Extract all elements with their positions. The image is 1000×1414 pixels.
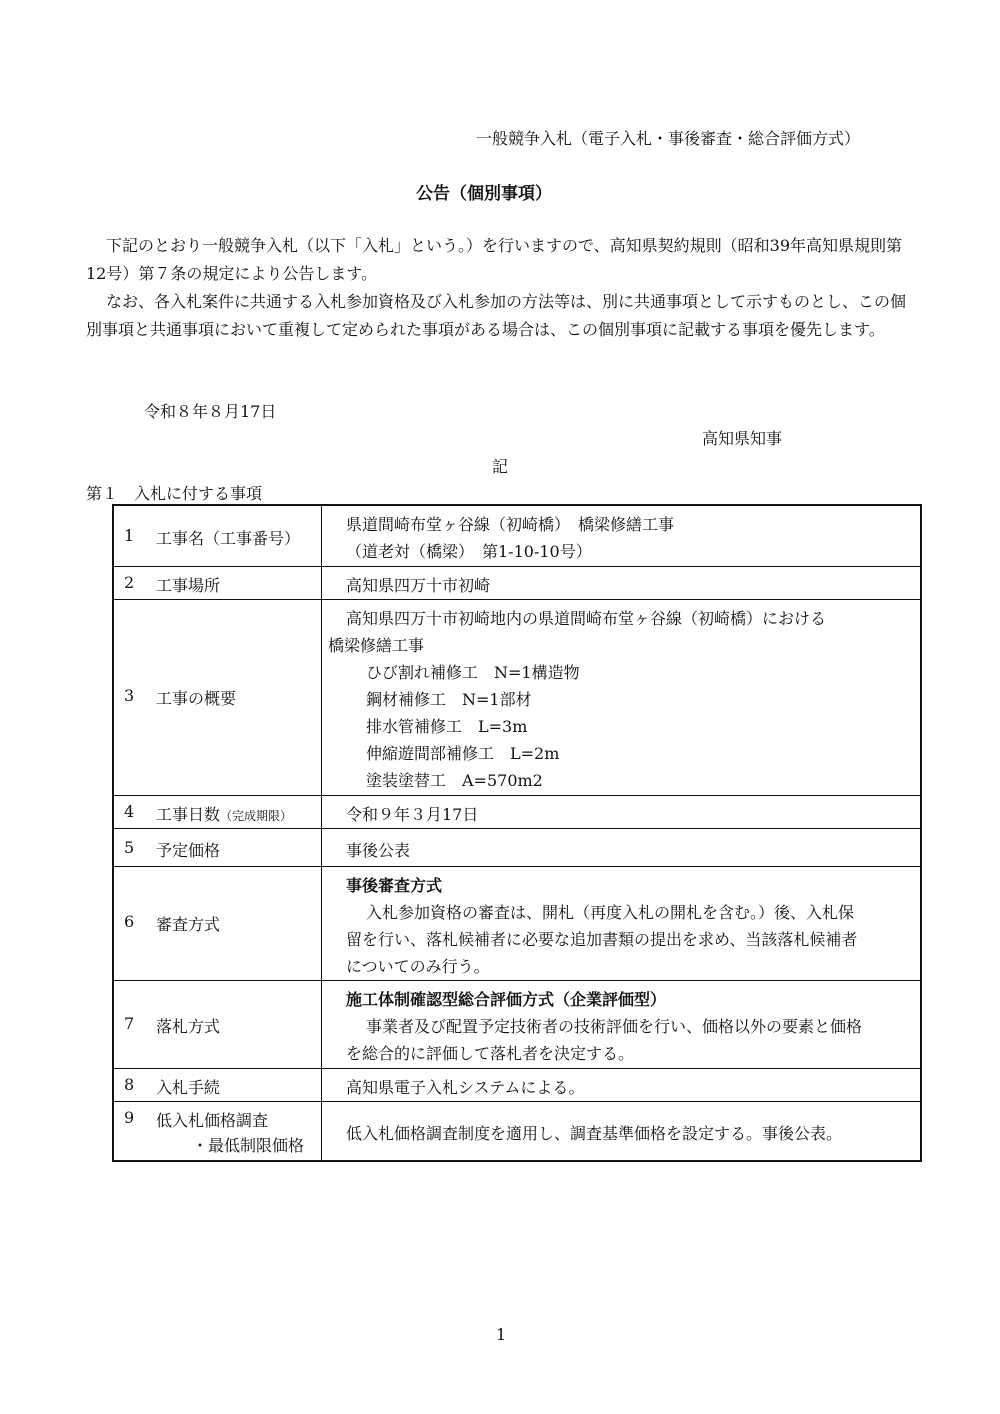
row-number: 4 [124,802,135,821]
row-label: 工事場所 [156,576,221,595]
table-row [114,980,920,1068]
table-row [114,866,920,980]
row-label-cell [114,867,322,980]
row-content-line: 入札参加資格の審査は、開札（再度入札の開札を含む。）後、入札保 [366,903,855,922]
row-label-note: （完成期限） [220,809,293,823]
row-number: 6 [124,912,135,931]
row-content-cell [322,981,920,1068]
intro-paragraph-1: 下記のとおり一般競争入札（以下「入札」という。）を行いますので、高知県契約規則（昭和39年高知県規則第12号）第７条の規定により公告します。 [86,236,903,283]
intro-paragraph-2: なお、各入札案件に共通する入札参加資格及び入札参加の方法等は、別に共通事項として示すものとし、この個別事項と共通事項において重複して定められた事項がある場合は、この個別事項に記載する事項を優先します。 [86,292,907,339]
row-label: 工事の概要 [156,689,237,708]
ki-heading: 記 [492,457,509,476]
row-content-line: 高知県四万十市初崎地内の県道間崎布堂ヶ谷線（初崎橋）における [346,609,827,628]
row-label-cell [114,796,322,828]
table-row [114,566,920,599]
row-number: 5 [124,838,135,857]
row-content-line: 塗装塗替工 A=570m2 [366,771,543,790]
row-content-line: 県道間崎布堂ヶ谷線（初崎橋） 橋梁修繕工事 [346,515,675,534]
row-content-line: 高知県四万十市初崎 [346,576,491,595]
row-number: 9 [124,1108,135,1127]
row-content-line: 事後公表 [346,841,411,860]
row-content-line: を総合的に評価して落札者を決定する。 [346,1044,635,1063]
row-label: 入札手続 [156,1078,221,1097]
row-label-cell [114,981,322,1068]
row-content-line: 低入札価格調査制度を適用し、調査基準価格を設定する。事後公表。 [346,1124,843,1143]
row-content-cell [322,506,920,566]
row-label-cell [114,1102,322,1160]
row-content-line: についてのみ行う。 [346,957,490,976]
row-label [156,802,292,825]
row-content-line: 留を行い、落札候補者に必要な追加書類の提出を求め、当該落札候補者 [346,930,858,949]
row-content-line: 事業者及び配置予定技術者の技術評価を行い、価格以外の要素と価格 [366,1017,863,1036]
row-label-cell [114,506,322,566]
page-title: 公告（個別事項） [416,184,552,204]
row-content-line: 令和９年３月17日 [346,805,479,824]
table-row [114,599,920,795]
row-content-line: 伸縮遊間部補修工 L=2m [366,744,560,763]
row-label-cell [114,1069,322,1101]
row-content-cell [322,796,920,828]
row-label-cell [114,567,322,599]
bid-items-table [112,504,922,1162]
row-number: 7 [124,1014,135,1033]
row-label-secondary: ・最低制限価格 [192,1136,305,1155]
row-content-cell [322,867,920,980]
row-label: 低入札価格調査 [156,1111,269,1130]
row-label-cell [114,829,322,866]
announcement-date: 令和８年８月17日 [144,402,277,421]
row-content-cell [322,1069,920,1101]
table-row [114,1068,920,1101]
row-content-cell [322,1102,920,1160]
row-content-line: 橋梁修繕工事 [328,636,425,655]
row-label-main: 工事日数 [156,805,221,824]
row-number: 8 [124,1075,135,1094]
table-row [114,506,920,566]
row-content-line: （道老対（橋梁） 第1-10-10号） [346,542,592,561]
issuer: 高知県知事 [702,429,783,448]
page-number: 1 [496,1325,507,1344]
table-row [114,828,920,866]
row-content-cell [322,829,920,866]
row-content-cell [322,567,920,599]
row-content-line: 高知県電子入札システムによる。 [346,1078,585,1097]
row-number: 2 [124,573,135,592]
table-row [114,1101,920,1160]
row-label: 予定価格 [156,841,221,860]
row-number: 3 [124,686,135,705]
row-content-line: ひび割れ補修工 N=1構造物 [366,663,580,682]
row-content-line: 排水管補修工 L=3m [366,717,528,736]
row-number: 1 [124,526,135,545]
row-label: 落札方式 [156,1017,221,1036]
row-content-heading: 事後審査方式 [346,876,443,895]
row-label-cell [114,600,322,795]
row-content-heading: 施工体制確認型総合評価方式（企業評価型） [346,990,667,1009]
row-label: 審査方式 [156,915,221,934]
bidding-method-label: 一般競争入札（電子入札・事後審査・総合評価方式） [476,129,861,148]
row-content-line: 鋼材補修工 N=1部材 [366,690,532,709]
row-label: 工事名（工事番号） [156,529,301,548]
section-title: 第１ 入札に付する事項 [86,484,263,503]
table-row [114,795,920,828]
row-content-cell [322,600,920,795]
